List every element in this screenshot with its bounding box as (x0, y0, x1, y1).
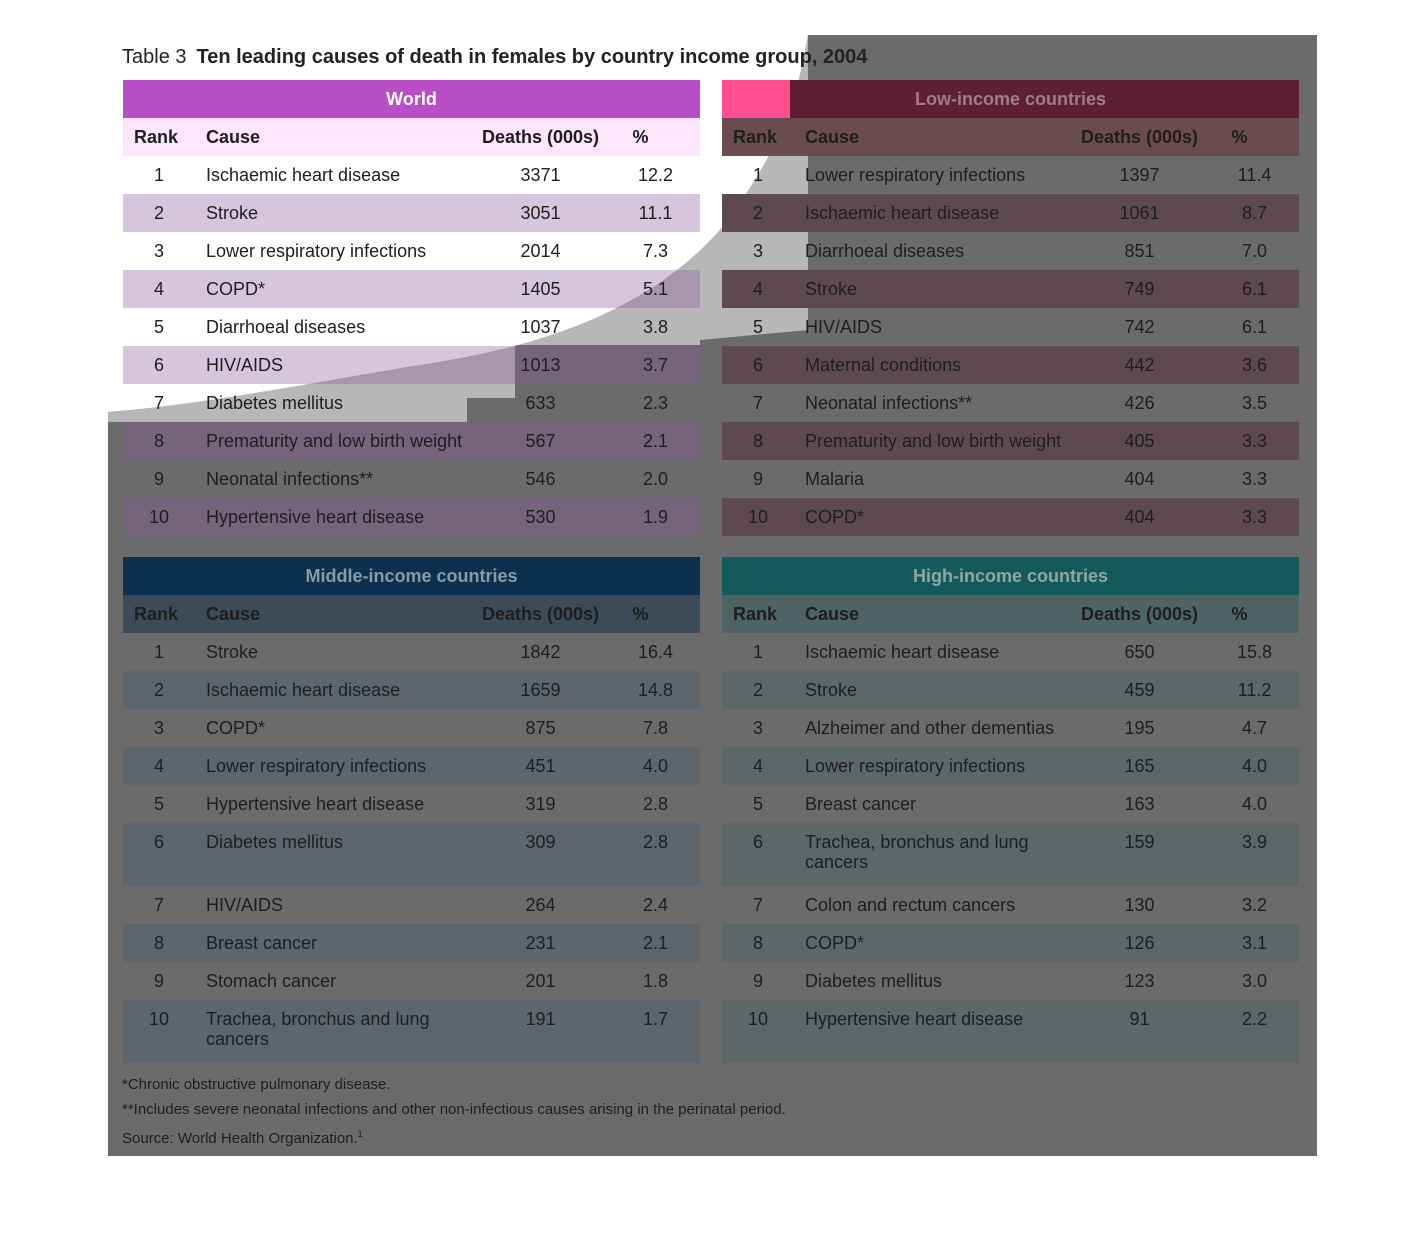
cell-cause: Prematurity and low birth weight (206, 431, 463, 451)
cell-pct: 7.3 (642, 241, 669, 261)
table-row (722, 671, 1299, 709)
cell-cause: Colon and rectum cancers (805, 895, 1016, 915)
cell-rank: 3 (752, 241, 763, 261)
cell-cause: COPD* (206, 718, 266, 738)
cell-cause: Lower respiratory infections (805, 756, 1026, 776)
cell-cause: Stroke (206, 203, 259, 223)
cell-deaths: 404 (1124, 469, 1155, 489)
table-row (722, 785, 1299, 823)
cell-deaths: 159 (1124, 832, 1155, 852)
cell-deaths: 749 (1124, 279, 1155, 299)
table-row (722, 747, 1299, 785)
cell-deaths: 1659 (520, 680, 561, 700)
column-header-pct: % (1231, 604, 1248, 624)
cell-cause: Stroke (805, 680, 858, 700)
column-header-deaths: Deaths (000s) (1080, 127, 1199, 147)
cell-pct: 4.0 (642, 756, 669, 776)
panel-header-low: Low-income countries (722, 80, 1299, 118)
cell-pct: 5.1 (642, 279, 669, 299)
cell-cause: Diarrhoeal diseases (206, 317, 366, 337)
table-row (722, 194, 1299, 232)
cell-cause: Trachea, bronchus and lung cancers (805, 832, 1029, 872)
cell-pct: 2.4 (642, 895, 669, 915)
table-row (722, 422, 1299, 460)
source-ref: 1 (357, 1129, 363, 1139)
panel-header-world: World (123, 80, 700, 118)
column-header-pct: % (632, 604, 649, 624)
cell-deaths: 442 (1124, 355, 1155, 375)
table-row (123, 924, 700, 962)
cell-cause: Diabetes mellitus (206, 393, 344, 413)
column-header-rank: Rank (133, 604, 178, 624)
cell-pct: 3.3 (1241, 431, 1268, 451)
column-header-cause: Cause (206, 127, 261, 147)
table-row (722, 886, 1299, 924)
table-row (123, 962, 700, 1000)
cell-deaths: 91 (1129, 1009, 1150, 1029)
table-row (123, 785, 700, 823)
column-header-cause: Cause (206, 604, 261, 624)
cell-cause: Breast cancer (206, 933, 318, 953)
table-row (722, 156, 1299, 194)
column-header-row (722, 118, 1299, 156)
column-header-deaths: Deaths (000s) (1080, 604, 1199, 624)
cell-rank: 7 (153, 393, 164, 413)
cell-deaths: 1842 (520, 642, 561, 662)
cell-cause: Breast cancer (805, 794, 917, 814)
cell-deaths: 459 (1124, 680, 1155, 700)
table-row (722, 384, 1299, 422)
column-header-pct: % (632, 127, 649, 147)
column-header-row (123, 595, 700, 633)
cell-deaths: 264 (525, 895, 556, 915)
table-row (123, 270, 700, 308)
cell-pct: 14.8 (637, 680, 674, 700)
cell-pct: 1.7 (642, 1009, 669, 1029)
column-header-row (123, 118, 700, 156)
cell-deaths: 405 (1124, 431, 1155, 451)
cell-rank: 9 (752, 971, 763, 991)
cell-rank: 6 (153, 832, 164, 852)
cell-rank: 5 (752, 794, 763, 814)
cell-rank: 8 (752, 933, 763, 953)
cell-deaths: 231 (525, 933, 556, 953)
cell-deaths: 3371 (520, 165, 561, 185)
cell-pct: 15.8 (1236, 642, 1273, 662)
cell-rank: 10 (747, 507, 769, 527)
table-row (722, 232, 1299, 270)
cell-rank: 6 (752, 355, 763, 375)
table-row (123, 384, 700, 422)
cell-pct: 7.8 (642, 718, 669, 738)
cell-deaths: 1037 (520, 317, 561, 337)
cell-cause: Diarrhoeal diseases (805, 241, 965, 261)
table-row (123, 886, 700, 924)
cell-rank: 7 (752, 895, 763, 915)
cell-cause: Hypertensive heart disease (805, 1009, 1024, 1029)
table-row (123, 194, 700, 232)
cell-deaths: 319 (525, 794, 556, 814)
cell-pct: 8.7 (1241, 203, 1268, 223)
cell-pct: 3.9 (1241, 832, 1268, 852)
cell-rank: 1 (153, 165, 164, 185)
cell-cause: Malaria (805, 469, 865, 489)
cell-pct: 2.0 (642, 469, 669, 489)
table-row (722, 498, 1299, 536)
cell-rank: 5 (153, 794, 164, 814)
cell-rank: 4 (752, 756, 763, 776)
cell-pct: 3.0 (1241, 971, 1268, 991)
cell-rank: 4 (153, 756, 164, 776)
cell-deaths: 201 (525, 971, 556, 991)
cell-cause: COPD* (805, 507, 865, 527)
cell-pct: 6.1 (1241, 279, 1268, 299)
cell-cause: Trachea, bronchus and lung cancers (206, 1009, 430, 1049)
cell-deaths: 130 (1124, 895, 1155, 915)
cell-cause: HIV/AIDS (206, 895, 284, 915)
cell-rank: 7 (153, 895, 164, 915)
cell-pct: 16.4 (637, 642, 674, 662)
table-title (122, 46, 867, 69)
cell-rank: 1 (752, 642, 763, 662)
cell-cause: Neonatal infections** (206, 469, 374, 489)
cell-cause: Stroke (206, 642, 259, 662)
cell-cause: Lower respiratory infections (206, 241, 427, 261)
footnote-neonatal: **Includes severe neonatal infections and other non-infectious causes arising in the perinatal period. (122, 1101, 786, 1118)
cell-rank: 4 (752, 279, 763, 299)
cell-pct: 2.8 (642, 794, 669, 814)
cell-rank: 2 (153, 203, 164, 223)
cell-cause: HIV/AIDS (206, 355, 284, 375)
cell-rank: 1 (153, 642, 164, 662)
cell-deaths: 451 (525, 756, 556, 776)
cell-rank: 3 (153, 241, 164, 261)
cell-rank: 3 (153, 718, 164, 738)
column-header-cause: Cause (805, 127, 860, 147)
cell-rank: 9 (153, 971, 164, 991)
panel-header-middle: Middle-income countries (123, 557, 700, 595)
cell-cause: Prematurity and low birth weight (805, 431, 1062, 451)
panel-middle (123, 557, 700, 1063)
column-header-deaths: Deaths (000s) (481, 127, 600, 147)
cell-deaths: 2014 (520, 241, 561, 261)
cell-deaths: 650 (1124, 642, 1155, 662)
footnotes (122, 1072, 786, 1151)
cell-cause: Ischaemic heart disease (206, 680, 401, 700)
cell-rank: 7 (752, 393, 763, 413)
cell-cause: Ischaemic heart disease (206, 165, 401, 185)
cell-rank: 10 (747, 1009, 769, 1029)
cell-deaths: 875 (525, 718, 556, 738)
table-row (722, 460, 1299, 498)
column-header-cause: Cause (805, 604, 860, 624)
cell-deaths: 567 (525, 431, 556, 451)
cell-pct: 4.7 (1241, 718, 1268, 738)
cell-cause: Stroke (805, 279, 858, 299)
table-row (123, 308, 700, 346)
cell-rank: 9 (752, 469, 763, 489)
cell-rank: 6 (153, 355, 164, 375)
cell-cause: Diabetes mellitus (206, 832, 344, 852)
panel-header-high: High-income countries (722, 557, 1299, 595)
cell-rank: 6 (752, 832, 763, 852)
cell-deaths: 851 (1124, 241, 1155, 261)
table-row (722, 270, 1299, 308)
cell-rank: 4 (153, 279, 164, 299)
cell-deaths: 530 (525, 507, 556, 527)
table-heading: Ten leading causes of death in females by country income group, 2004 (196, 46, 868, 68)
table-row (722, 962, 1299, 1000)
cell-rank: 2 (153, 680, 164, 700)
table-row (123, 498, 700, 536)
cell-pct: 4.0 (1241, 756, 1268, 776)
column-header-pct: % (1231, 127, 1248, 147)
table-row (123, 460, 700, 498)
cell-pct: 6.1 (1241, 317, 1268, 337)
cell-pct: 11.4 (1237, 165, 1272, 185)
cell-deaths: 309 (525, 832, 556, 852)
column-header-rank: Rank (732, 127, 777, 147)
cell-pct: 2.2 (1241, 1009, 1268, 1029)
cell-rank: 3 (752, 718, 763, 738)
cell-deaths: 163 (1124, 794, 1155, 814)
table-row (123, 1000, 700, 1063)
cell-deaths: 426 (1124, 393, 1155, 413)
table-row (123, 747, 700, 785)
cell-rank: 2 (752, 203, 763, 223)
cell-pct: 3.3 (1241, 507, 1268, 527)
column-header-row (722, 595, 1299, 633)
cell-pct: 2.1 (642, 933, 669, 953)
cell-pct: 3.1 (1241, 933, 1268, 953)
cell-cause: Diabetes mellitus (805, 971, 943, 991)
table-row (722, 1000, 1299, 1063)
cell-rank: 2 (752, 680, 763, 700)
column-header-rank: Rank (133, 127, 178, 147)
cell-rank: 10 (148, 507, 170, 527)
table-number: Table 3 (122, 46, 187, 68)
cell-deaths: 126 (1124, 933, 1155, 953)
cell-pct: 3.3 (1241, 469, 1268, 489)
table-row (123, 346, 700, 384)
cell-deaths: 404 (1124, 507, 1155, 527)
cell-deaths: 1061 (1119, 203, 1160, 223)
cell-cause: Ischaemic heart disease (805, 642, 1000, 662)
cell-pct: 11.1 (638, 203, 673, 223)
table-row (722, 308, 1299, 346)
cell-cause: HIV/AIDS (805, 317, 883, 337)
cell-pct: 7.0 (1241, 241, 1268, 261)
cell-cause: Neonatal infections** (805, 393, 973, 413)
cell-rank: 8 (752, 431, 763, 451)
cell-pct: 3.5 (1241, 393, 1268, 413)
cell-deaths: 191 (525, 1009, 556, 1029)
source-text: Source: World Health Organization. (122, 1130, 358, 1147)
cell-deaths: 123 (1124, 971, 1155, 991)
cell-cause: Lower respiratory infections (206, 756, 427, 776)
table-row (722, 633, 1299, 671)
cell-pct: 2.8 (642, 832, 669, 852)
cell-deaths: 1405 (520, 279, 561, 299)
cell-deaths: 3051 (520, 203, 561, 223)
table-row (123, 156, 700, 194)
table-row (123, 823, 700, 886)
cell-deaths: 1013 (520, 355, 561, 375)
footnote-source (122, 1122, 786, 1151)
cell-rank: 9 (153, 469, 164, 489)
cell-pct: 12.2 (637, 165, 674, 185)
cell-pct: 2.1 (642, 431, 669, 451)
cell-rank: 1 (752, 165, 763, 185)
cell-deaths: 195 (1124, 718, 1155, 738)
table-row (123, 633, 700, 671)
table-row (722, 823, 1299, 886)
table-row (123, 232, 700, 270)
cell-pct: 1.9 (642, 507, 669, 527)
cell-cause: Alzheimer and other dementias (805, 718, 1055, 738)
cell-cause: COPD* (206, 279, 266, 299)
table-row (123, 422, 700, 460)
cell-pct: 3.7 (642, 355, 669, 375)
cell-pct: 11.2 (1237, 680, 1272, 700)
cell-pct: 1.8 (642, 971, 669, 991)
cell-rank: 5 (752, 317, 763, 337)
cell-pct: 3.2 (1241, 895, 1268, 915)
cell-cause: Maternal conditions (805, 355, 962, 375)
column-header-rank: Rank (732, 604, 777, 624)
cell-cause: Hypertensive heart disease (206, 507, 425, 527)
cell-cause: Stomach cancer (206, 971, 337, 991)
cell-deaths: 546 (525, 469, 556, 489)
cell-cause: COPD* (805, 933, 865, 953)
panel-high (722, 557, 1299, 1063)
cell-cause: Ischaemic heart disease (805, 203, 1000, 223)
cell-rank: 10 (148, 1009, 170, 1029)
table-row (123, 709, 700, 747)
cell-deaths: 742 (1124, 317, 1155, 337)
cell-deaths: 1397 (1119, 165, 1160, 185)
column-header-deaths: Deaths (000s) (481, 604, 600, 624)
table-row (123, 671, 700, 709)
cell-rank: 8 (153, 431, 164, 451)
cell-rank: 8 (153, 933, 164, 953)
table-row (722, 924, 1299, 962)
cell-pct: 4.0 (1241, 794, 1268, 814)
panel-low (722, 80, 1299, 536)
cell-rank: 5 (153, 317, 164, 337)
cell-pct: 3.6 (1241, 355, 1268, 375)
cell-deaths: 633 (525, 393, 556, 413)
cell-cause: Hypertensive heart disease (206, 794, 425, 814)
cell-pct: 3.8 (642, 317, 669, 337)
panel-world (123, 80, 700, 536)
table-row (722, 709, 1299, 747)
cell-pct: 2.3 (642, 393, 669, 413)
cell-deaths: 165 (1124, 756, 1155, 776)
cell-cause: Lower respiratory infections (805, 165, 1026, 185)
footnote-copd: *Chronic obstructive pulmonary disease. (122, 1076, 391, 1093)
table-row (722, 346, 1299, 384)
